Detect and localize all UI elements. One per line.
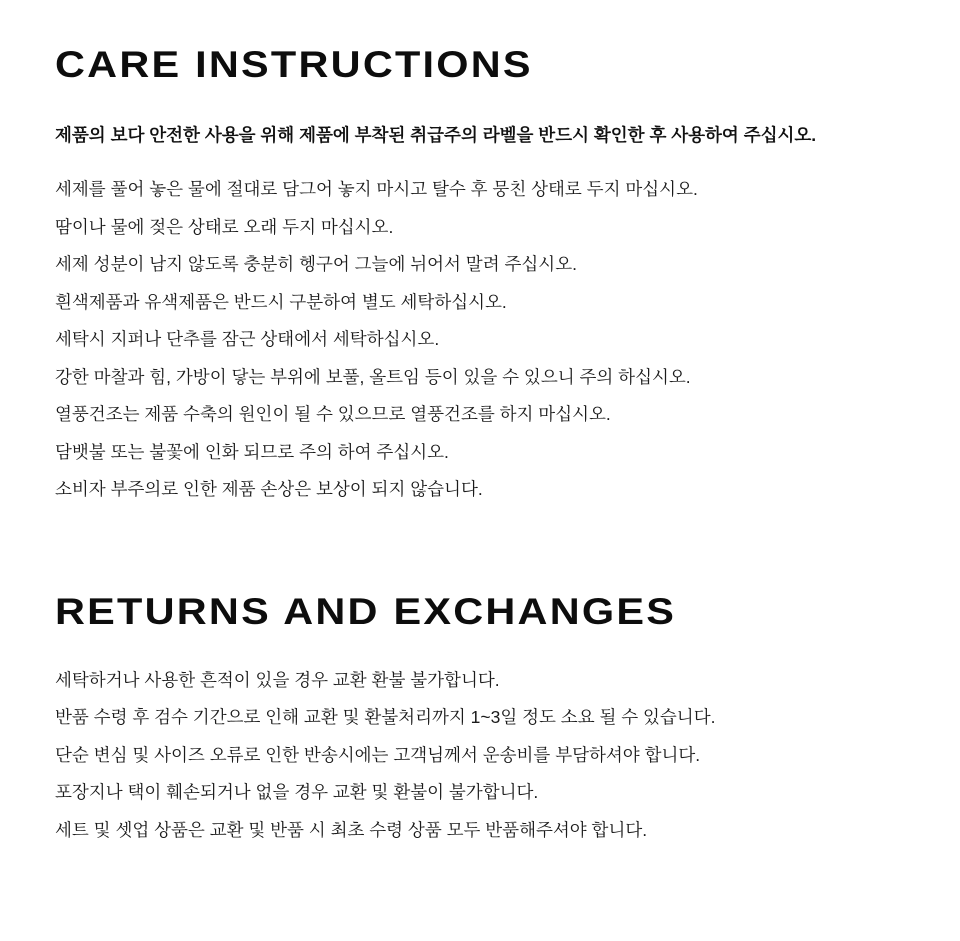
care-line: 소비자 부주의로 인한 제품 손상은 보상이 되지 않습니다. <box>55 479 483 499</box>
care-line: 세제 성분이 남지 않도록 충분히 헹구어 그늘에 뉘어서 말려 주십시오. <box>55 254 577 274</box>
care-instructions-list <box>55 171 920 509</box>
care-line: 담뱃불 또는 불꽃에 인화 되므로 주의 하여 주십시오. <box>55 441 449 462</box>
returns-exchanges-list <box>55 662 920 850</box>
returns-exchanges-section <box>55 590 920 850</box>
care-intro-line: 제품의 보다 안전한 사용을 위해 제품에 부착된 취급주의 라벨을 반드시 확인한 후 사용하여 주십시오. <box>55 125 817 145</box>
care-line: 땀이나 물에 젖은 상태로 오래 두지 마십시오. <box>55 216 394 237</box>
care-line: 흰색제품과 유색제품은 반드시 구분하여 별도 세탁하십시오. <box>55 291 507 312</box>
care-line: 강한 마찰과 힘, 가방이 닿는 부위에 보풀, 올트임 등이 있을 수 있으니 주의 하십시오. <box>55 366 691 387</box>
care-instructions-section <box>55 46 920 509</box>
returns-line: 단순 변심 및 사이즈 오류로 인한 반송시에는 고객님께서 운송비를 부담하셔야 합니다. <box>55 744 701 765</box>
returns-line: 포장지나 택이 훼손되거나 없을 경우 교환 및 환불이 불가합니다. <box>55 782 539 802</box>
returns-line: 반품 수령 후 검수 기간으로 인해 교환 및 환불처리까지 1~3일 정도 소요 될 수 있습니다. <box>55 707 716 727</box>
returns-line: 세탁하거나 사용한 흔적이 있을 경우 교환 환불 불가합니다. <box>55 669 500 690</box>
care-line: 열풍건조는 제품 수축의 원인이 될 수 있으므로 열풍건조를 하지 마십시오. <box>55 404 611 424</box>
care-line: 세탁시 지퍼나 단추를 잠근 상태에서 세탁하십시오. <box>55 329 440 349</box>
care-instructions-title: CARE INSTRUCTIONS <box>55 44 533 85</box>
returns-line: 세트 및 셋업 상품은 교환 및 반품 시 최초 수령 상품 모두 반품해주셔야 합니다. <box>55 819 648 840</box>
care-line: 세제를 풀어 놓은 물에 절대로 담그어 놓지 마시고 탈수 후 뭉친 상태로 두지 마십시오. <box>55 179 698 199</box>
returns-exchanges-title: RETURNS AND EXCHANGES <box>55 590 677 632</box>
